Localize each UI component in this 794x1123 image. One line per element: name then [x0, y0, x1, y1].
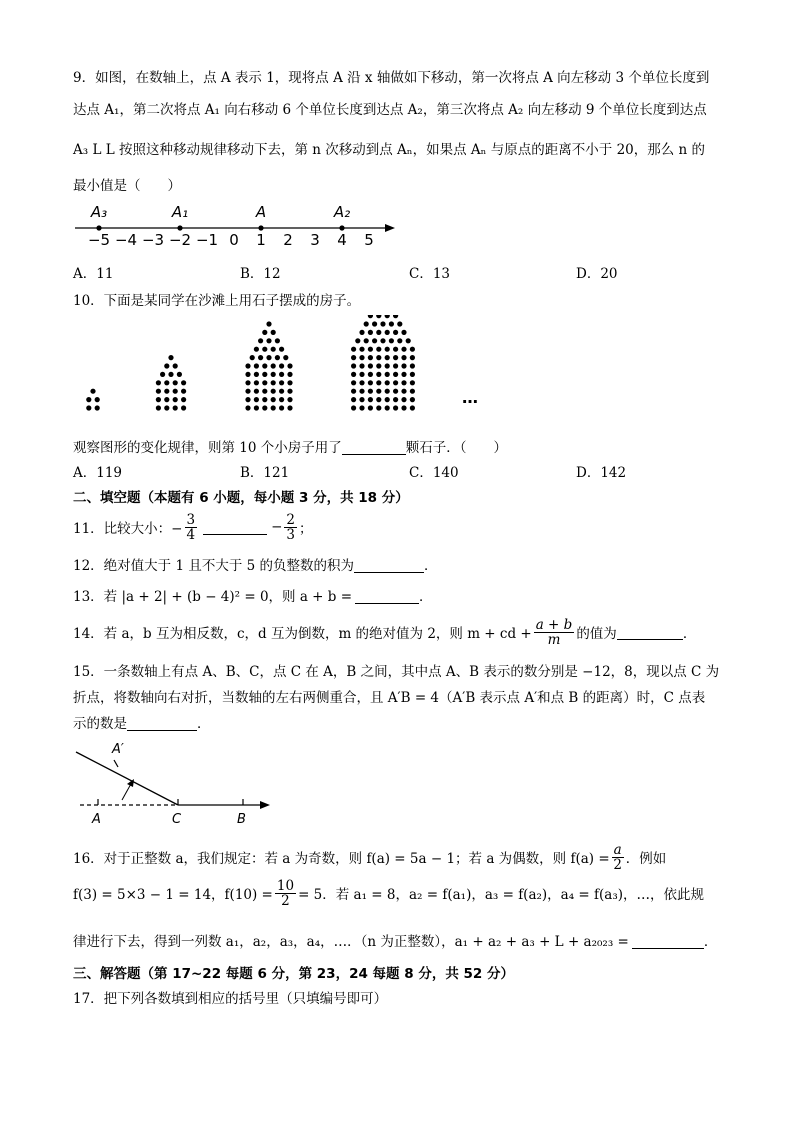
q9-option-b: B．12 — [240, 266, 281, 282]
q11-fraction-1-num: 3 — [186, 511, 196, 528]
q10-line2-b: 颗石子．（ ） — [405, 440, 508, 456]
house-4-body-stone — [385, 363, 390, 368]
house-4-body-stone — [368, 397, 373, 402]
house-4-body-stone — [359, 397, 364, 402]
house-4-roof-stone — [393, 330, 398, 335]
house-4-body-stone — [385, 372, 390, 377]
house-4-body-stone — [393, 405, 398, 410]
q15-fold-figure — [70, 740, 280, 830]
house-4-body-stone — [368, 355, 373, 360]
q10-option-c: C．140 — [409, 465, 459, 481]
house-2-roof-stone — [160, 372, 165, 377]
house-2-body-stone — [156, 397, 161, 402]
house-4-body-stone — [376, 380, 381, 385]
house-4-body-stone — [368, 363, 373, 368]
house-3-roof-stone — [266, 338, 271, 343]
q16-line1-a: 16．对于正整数 a，我们规定：若 a 为奇数，则 f(a) = 5a − 1；若 a 为偶数，则 f(a) = — [73, 851, 610, 867]
tick-label: 4 — [337, 231, 347, 249]
house-3-body-stone — [262, 405, 267, 410]
label-a-prime: A′ — [112, 742, 124, 757]
q11-fraction-1 — [185, 513, 198, 542]
house-4-roof-stone — [355, 338, 360, 343]
house-4-body-stone — [351, 389, 356, 394]
house-4-body-stone — [393, 363, 398, 368]
house-4-body-stone — [401, 380, 406, 385]
house-4-body-stone — [410, 363, 415, 368]
house-4-body-stone — [393, 380, 398, 385]
house-4-roof-stone — [385, 330, 390, 335]
q16-fraction-1-den: 2 — [613, 856, 622, 873]
q11-mid: − — [271, 519, 283, 535]
q13-suffix: ． — [419, 589, 433, 605]
house-2-roof-stone — [177, 372, 182, 377]
q10-stem: 10．下面是某同学在沙滩上用石子摆成的房子。 — [73, 293, 361, 309]
house-3-body-stone — [279, 397, 284, 402]
section-2-heading: 二、填空题（本题有 6 小题，每小题 3 分，共 18 分） — [73, 490, 409, 506]
house-2-roof-stone — [164, 363, 169, 368]
house-4-body-stone — [376, 397, 381, 402]
house-3-body-stone — [262, 380, 267, 385]
tick-label: −1 — [195, 231, 219, 249]
house-4-roof-stone — [401, 330, 406, 335]
q9-number-line-figure — [70, 200, 400, 252]
house-1-body-stone — [95, 405, 100, 410]
house-4-body-stone — [385, 380, 390, 385]
house-3-roof-stone — [275, 355, 280, 360]
house-4-roof-stone — [389, 338, 394, 343]
house-3-body-stone — [279, 363, 284, 368]
q16-fraction-1 — [612, 843, 624, 872]
house-4-body-stone — [393, 389, 398, 394]
house-4-body-stone — [359, 363, 364, 368]
tick-label: −5 — [87, 231, 111, 249]
q11-fraction-2 — [284, 513, 297, 542]
house-2-body-stone — [173, 389, 178, 394]
house-3-body-stone — [262, 372, 267, 377]
q16-fraction-2 — [275, 879, 296, 908]
house-4-body-stone — [376, 405, 381, 410]
house-4-body-stone — [401, 363, 406, 368]
house-3-body-stone — [245, 405, 250, 410]
house-4-body-stone — [351, 372, 356, 377]
q16-suffix: ． — [703, 934, 718, 950]
q15-line1: 15．一条数轴上有点 A、B、C，点 C 在 A，B 之间，其中点 A、B 表示的数分别是 −12，8，现以点 C 为 — [73, 664, 720, 680]
q11-answer-blank[interactable] — [203, 520, 267, 535]
house-4-body-stone — [410, 389, 415, 394]
house-4-body-stone — [410, 355, 415, 360]
q15-line3 — [73, 712, 211, 732]
house-4-roof-stone — [397, 338, 402, 343]
point-marker — [339, 225, 344, 230]
house-4-body-stone — [401, 347, 406, 352]
q14-suffix: ． — [682, 626, 697, 642]
house-4-roof-stone — [380, 338, 385, 343]
house-3-body-stone — [254, 389, 259, 394]
axis-arrow — [260, 801, 270, 809]
house-4-body-stone — [393, 372, 398, 377]
q14-fraction — [534, 618, 575, 647]
house-4-body-stone — [401, 355, 406, 360]
house-3-body-stone — [245, 389, 250, 394]
house-4-body-stone — [385, 355, 390, 360]
house-1-body-stone — [86, 405, 91, 410]
house-2-body-stone — [173, 397, 178, 402]
q11-fraction-2-den: 3 — [286, 526, 295, 543]
house-3-body-stone — [271, 363, 276, 368]
label-c: C — [172, 812, 182, 827]
house-4-body-stone — [359, 380, 364, 385]
house-4-body-stone — [376, 363, 381, 368]
house-3-body-stone — [287, 363, 292, 368]
house-4-roof-stone — [368, 330, 373, 335]
q16-line3 — [73, 930, 717, 950]
q9-option-c: C．13 — [409, 266, 451, 282]
q16-line3-text: 律进行下去，得到一列数 a₁，a₂，a₃，a₄，…．（n 为正整数），a₁ + a₂ + a₃ + L + a₂₀₂₃ = — [73, 934, 629, 950]
house-3-roof-stone — [279, 347, 284, 352]
house-4-roof-stone — [397, 321, 402, 326]
house-3-roof-stone — [258, 338, 263, 343]
house-4-roof-stone — [385, 315, 390, 318]
house-3-body-stone — [254, 397, 259, 402]
label-b: B — [237, 812, 246, 827]
house-2-body-stone — [164, 405, 169, 410]
house-4-body-stone — [376, 372, 381, 377]
house-4-body-stone — [351, 380, 356, 385]
house-4-body-stone — [385, 389, 390, 394]
q9-line3: A₃ L L 按照这种移动规律移动下去，第 n 次移动到点 Aₙ，如果点 Aₙ 与原点的距离不小于 20，那么 n 的 — [73, 142, 706, 158]
house-4-body-stone — [359, 355, 364, 360]
house-4-roof-stone — [364, 321, 369, 326]
house-3-body-stone — [254, 380, 259, 385]
q10-option-a: A．119 — [73, 465, 123, 481]
house-3-body-stone — [245, 363, 250, 368]
house-3-roof-stone — [266, 355, 271, 360]
house-1-body-stone — [95, 397, 100, 402]
q15-line2: 折点，将数轴向右对折，当数轴的左右两侧重合，且 A′B = 4（A′B 表示点 A′和点 B 的距离）时，C 点表 — [73, 690, 706, 706]
house-2-body-stone — [181, 389, 186, 394]
tick-label: 5 — [364, 231, 374, 249]
house-2-body-stone — [173, 405, 178, 410]
house-2-body-stone — [181, 405, 186, 410]
point-marker — [177, 225, 182, 230]
house-3-roof-stone — [271, 347, 276, 352]
tick-a-prime — [114, 760, 118, 767]
q10-option-d: D．142 — [576, 465, 627, 481]
label-a: A — [92, 812, 101, 827]
house-3-roof-stone — [250, 355, 255, 360]
q16-answer-blank[interactable] — [632, 934, 704, 949]
house-4-body-stone — [351, 397, 356, 402]
house-4-body-stone — [385, 347, 390, 352]
q10-answer-blank[interactable] — [342, 440, 406, 455]
section-3-heading: 三、解答题（第 17~22 每题 6 分，第 23，24 每题 8 分，共 52 分） — [73, 966, 515, 982]
q12-suffix: ． — [424, 558, 438, 574]
house-2-body-stone — [156, 389, 161, 394]
house-4-roof-stone — [393, 315, 398, 318]
q10-line2-a: 观察图形的变化规律，则第 10 个小房子用了 — [73, 440, 342, 456]
q9-line1: 9．如图，在数轴上，点 A 表示 1，现将点 A 沿 x 轴做如下移动，第一次将点 A 向左移动 3 个单位长度到 — [73, 70, 710, 86]
point-label: A₂ — [333, 203, 351, 221]
q14-answer-blank[interactable] — [617, 625, 683, 640]
house-4-body-stone — [385, 397, 390, 402]
q11-suffix: ； — [299, 521, 313, 537]
q16-fraction-2-den: 2 — [281, 892, 290, 909]
house-3-body-stone — [271, 397, 276, 402]
house-2-body-stone — [173, 380, 178, 385]
q11-prefix: 11．比较大小：− — [73, 521, 183, 537]
tick-label: −2 — [168, 231, 192, 249]
house-2-body-stone — [156, 405, 161, 410]
house-4-body-stone — [351, 363, 356, 368]
house-2-roof-stone — [168, 372, 173, 377]
house-4-body-stone — [359, 347, 364, 352]
house-3-body-stone — [279, 372, 284, 377]
house-3-body-stone — [271, 405, 276, 410]
house-3-body-stone — [287, 380, 292, 385]
tick-label: −4 — [114, 231, 138, 249]
house-3-body-stone — [262, 389, 267, 394]
q14-fraction-den: m — [547, 631, 561, 648]
house-4-roof-stone — [389, 321, 394, 326]
house-2-body-stone — [181, 397, 186, 402]
house-3-roof-stone — [275, 338, 280, 343]
house-3-body-stone — [287, 372, 292, 377]
q10-option-b: B．121 — [240, 465, 290, 481]
house-4-body-stone — [410, 347, 415, 352]
house-3-body-stone — [279, 405, 284, 410]
house-3-roof-stone — [254, 347, 259, 352]
house-3-body-stone — [287, 389, 292, 394]
house-3-roof-stone — [258, 355, 263, 360]
house-2-body-stone — [156, 380, 161, 385]
q11-fraction-2-num: 2 — [286, 511, 295, 528]
q10-ellipsis: … — [462, 388, 478, 407]
house-4-body-stone — [368, 347, 373, 352]
q11-fraction-1-den: 4 — [186, 526, 196, 543]
point-label: A₃ — [90, 203, 108, 221]
house-3-body-stone — [254, 405, 259, 410]
house-3-body-stone — [254, 372, 259, 377]
house-4-roof-stone — [376, 330, 381, 335]
house-4-roof-stone — [364, 338, 369, 343]
q13-answer-blank[interactable] — [355, 589, 419, 604]
house-2-body-stone — [164, 397, 169, 402]
q10-houses-figure — [70, 315, 490, 417]
q16-fraction-1-num: a — [613, 841, 622, 858]
house-3-roof-stone — [271, 330, 276, 335]
house-4-body-stone — [393, 397, 398, 402]
q16-line2-a: f(3) = 5×3 − 1 = 14，f(10) = — [73, 887, 273, 903]
tick-label: −3 — [141, 231, 165, 249]
house-2-roof-stone — [168, 355, 173, 360]
q15-suffix: ． — [197, 716, 211, 732]
house-3-body-stone — [245, 372, 250, 377]
house-2-roof-stone — [173, 363, 178, 368]
house-3-body-stone — [262, 397, 267, 402]
house-4-body-stone — [410, 405, 415, 410]
q17-stem: 17．把下列各数填到相应的括号里（只填编号即可） — [73, 991, 388, 1007]
house-1-roof-stone — [90, 389, 95, 394]
house-3-body-stone — [287, 405, 292, 410]
house-4-body-stone — [376, 347, 381, 352]
house-4-body-stone — [368, 380, 373, 385]
house-3-roof-stone — [262, 330, 267, 335]
point-label: A₁ — [171, 203, 189, 221]
house-3-body-stone — [279, 389, 284, 394]
q12-answer-blank[interactable] — [354, 558, 424, 573]
house-4-body-stone — [393, 347, 398, 352]
house-2-body-stone — [181, 380, 186, 385]
house-4-body-stone — [401, 405, 406, 410]
q12-text: 12．绝对值大于 1 且不大于 5 的负整数的积为 — [73, 558, 355, 574]
q12 — [73, 554, 438, 574]
point-marker — [258, 225, 263, 230]
house-3-roof-stone — [262, 347, 267, 352]
house-4-body-stone — [410, 397, 415, 402]
house-4-roof-stone — [380, 321, 385, 326]
house-3-roof-stone — [283, 355, 288, 360]
tick-label: 1 — [256, 231, 266, 249]
house-4-body-stone — [359, 389, 364, 394]
folded-line — [76, 752, 178, 805]
house-4-body-stone — [410, 380, 415, 385]
house-4-body-stone — [368, 405, 373, 410]
q14-text: 14．若 a，b 互为相反数，c，d 互为倒数，m 的绝对值为 2，则 m + cd + — [73, 626, 532, 642]
house-3-body-stone — [271, 372, 276, 377]
q14-fraction-num: a + b — [535, 616, 573, 633]
house-4-roof-stone — [368, 315, 373, 318]
house-4-roof-stone — [376, 315, 381, 318]
q16-line2-b: = 5．若 a₁ = 8，a₂ = f(a₁)，a₃ = f(a₂)，a₄ = f(a₃)，…，依此规 — [298, 887, 705, 903]
house-4-body-stone — [351, 355, 356, 360]
house-4-body-stone — [410, 372, 415, 377]
house-4-roof-stone — [359, 330, 364, 335]
house-4-body-stone — [401, 389, 406, 394]
house-4-body-stone — [359, 372, 364, 377]
house-4-body-stone — [351, 347, 356, 352]
house-3-body-stone — [279, 380, 284, 385]
house-4-body-stone — [368, 389, 373, 394]
tick-label: 0 — [229, 231, 239, 249]
q9-line4: 最小值是（ ） — [73, 178, 181, 194]
house-4-body-stone — [401, 372, 406, 377]
house-4-body-stone — [351, 405, 356, 410]
house-4-body-stone — [368, 372, 373, 377]
house-4-body-stone — [385, 405, 390, 410]
q9-option-a: A．11 — [73, 266, 114, 282]
house-3-body-stone — [287, 397, 292, 402]
point-marker — [96, 225, 101, 230]
house-3-roof-stone — [266, 321, 271, 326]
point-label: A — [255, 203, 267, 221]
house-3-body-stone — [254, 363, 259, 368]
house-1-body-stone — [86, 397, 91, 402]
q16-line2 — [73, 873, 704, 913]
house-3-body-stone — [271, 389, 276, 394]
q10-line2 — [73, 436, 507, 456]
q15-answer-blank[interactable] — [127, 716, 197, 731]
q16-line1-b: ．例如 — [625, 851, 667, 867]
q16-line1 — [73, 838, 666, 876]
q13 — [73, 585, 433, 605]
house-4-body-stone — [359, 405, 364, 410]
house-3-body-stone — [245, 380, 250, 385]
house-3-body-stone — [271, 380, 276, 385]
q14 — [73, 612, 696, 652]
q11 — [73, 507, 313, 547]
house-4-roof-stone — [406, 338, 411, 343]
house-4-roof-stone — [372, 338, 377, 343]
house-3-body-stone — [245, 397, 250, 402]
house-4-roof-stone — [372, 321, 377, 326]
house-2-body-stone — [164, 380, 169, 385]
house-3-body-stone — [262, 363, 267, 368]
q9-line2: 达点 A₁，第二次将点 A₁ 向右移动 6 个单位长度到达点 A₂，第三次将点 A₂ 向左移动 9 个单位长度到达点 — [73, 102, 707, 118]
tick-label: 3 — [310, 231, 320, 249]
q9-option-d: D．20 — [576, 266, 618, 282]
q16-fraction-2-num: 10 — [276, 877, 295, 894]
q14-text2: 的值为 — [576, 626, 617, 642]
house-4-body-stone — [401, 397, 406, 402]
house-2-body-stone — [164, 389, 169, 394]
house-4-body-stone — [376, 389, 381, 394]
q15-line3-text: 示的数是 — [73, 716, 127, 732]
q13-text: 13．若 |a + 2| + (b − 4)² = 0，则 a + b = — [73, 589, 353, 605]
house-4-body-stone — [376, 355, 381, 360]
house-4-body-stone — [393, 355, 398, 360]
tick-label: 2 — [283, 231, 293, 249]
